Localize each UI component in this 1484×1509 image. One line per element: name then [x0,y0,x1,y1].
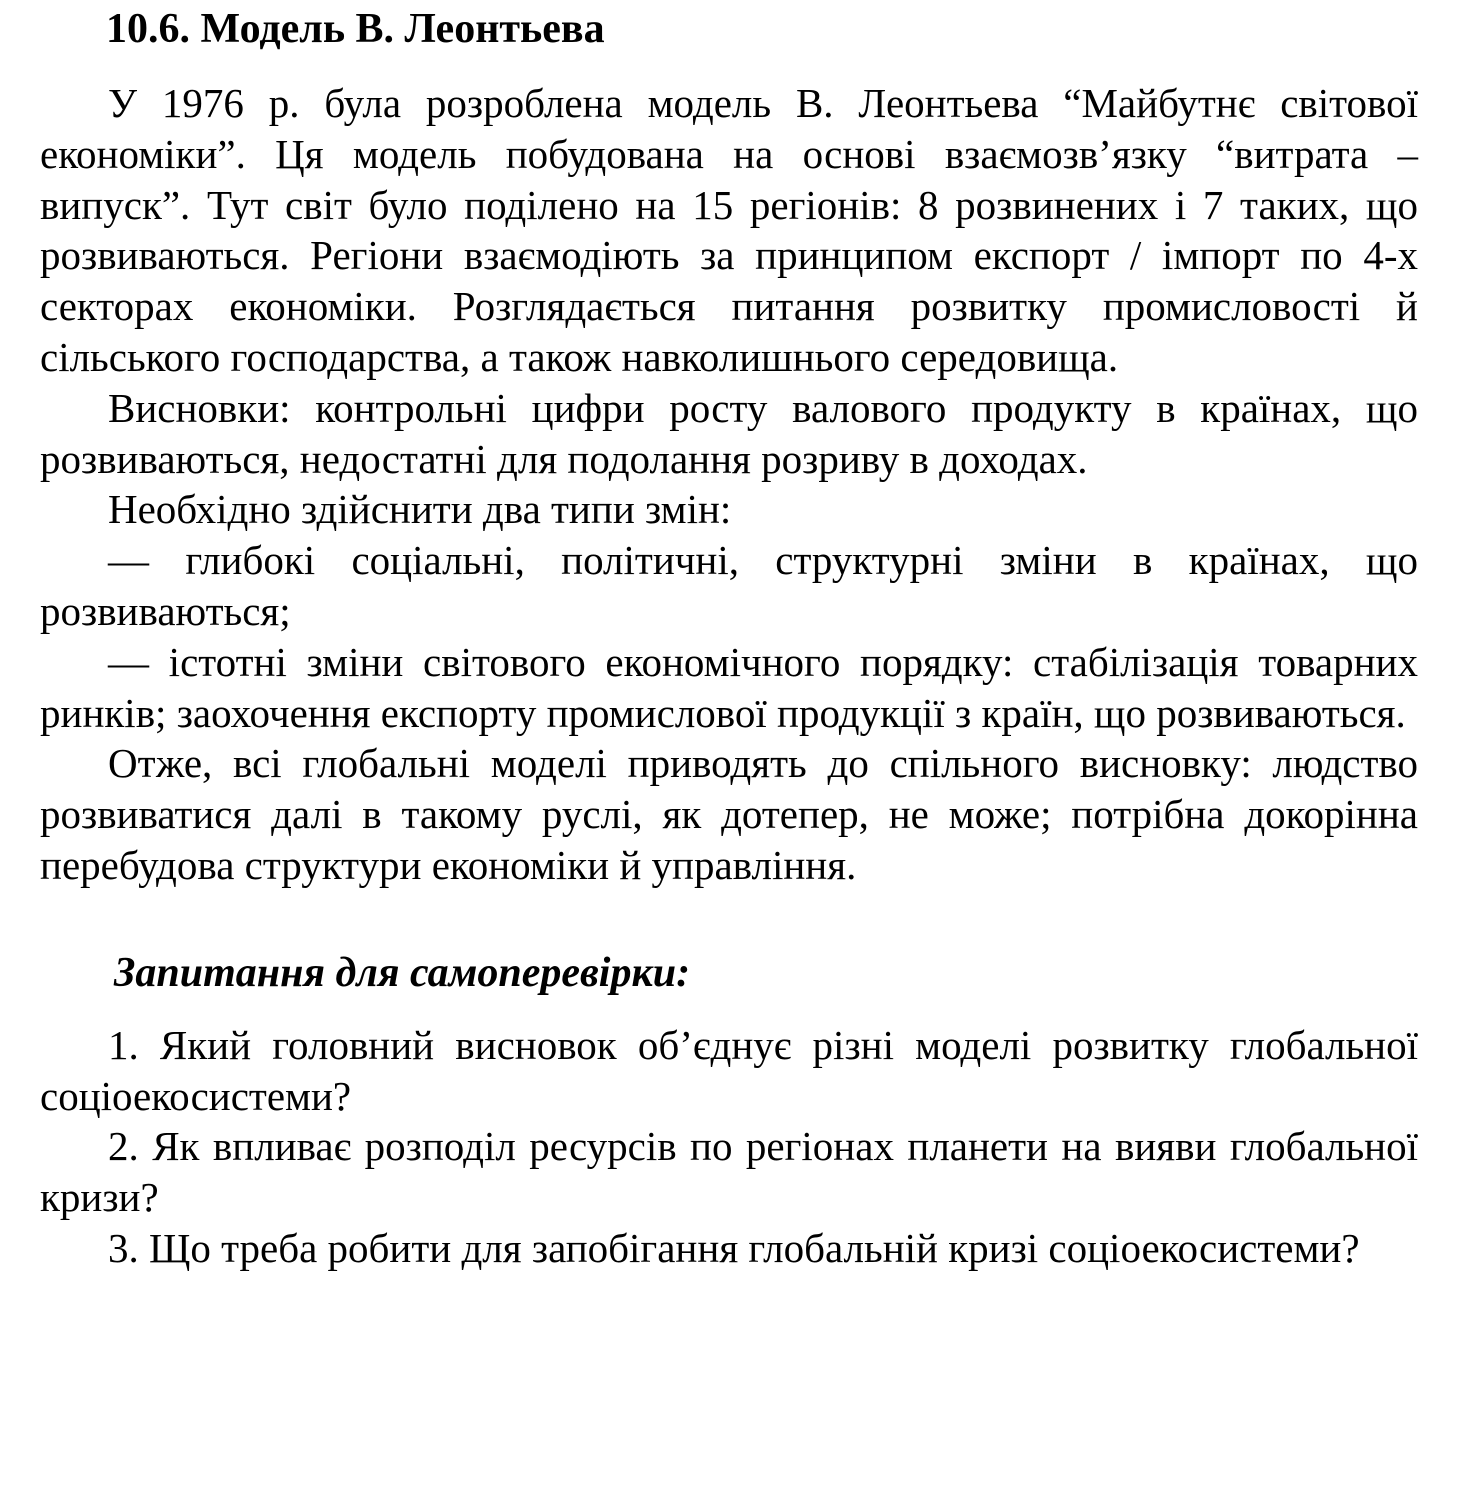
paragraph-summary: Отже, всі глобальні моделі приводять до спільного висновку: людство розвиватися далі в такому руслі, як дотепер, не може; потрібна докорінна перебудова структури економіки й управління. [40,740,1418,888]
questions-heading: Запитання для самоперевірки: [114,949,691,996]
paragraph-change-item-2: — істотні зміни світового економічного порядку: стабілізація товарних ринків; заохочення експорту промислової продукції з країн, що розвиваються. [40,638,1418,736]
document-page [40,0,1418,1274]
question-item: 1. Який головний висновок об’єднує різні моделі розвитку глобальної соціоекосистеми? [40,1021,1418,1119]
paragraph-model-description: У 1976 р. була розроблена модель В. Леонтьева “Майбутнє світової економіки”. Ця модель побудована на основі взаємозв’язку “витрата – випуск”. Тут світ було поділено на 15 регіонів: 8 розвинених і 7 таких, що розвиваються. Регіони взаємодіють за принципом експорт / імпорт по 4-х секторах економіки. Розглядається питання розвитку промисловості й сільського господарства, а також навколишнього середовища. [40,80,1418,380]
question-item: 3. Що треба робити для запобігання глобальній кризі соціоекосистеми? [108,1224,1360,1271]
paragraph-conclusions: Висновки: контрольні цифри росту валового продукту в країнах, що розвиваються, недостатні для подолання розриву в доходах. [40,384,1418,482]
section-title: 10.6. Модель В. Леонтьева [106,6,605,52]
question-item: 2. Як впливає розподіл ресурсів по регіонах планети на вияви глобальної кризи? [40,1123,1418,1221]
paragraph-change-item-1: — глибокі соціальні, політичні, структурні зміни в країнах, що розвиваються; [40,537,1418,634]
paragraph-changes-intro: Необхідно здійснити два типи змін: [108,486,732,533]
